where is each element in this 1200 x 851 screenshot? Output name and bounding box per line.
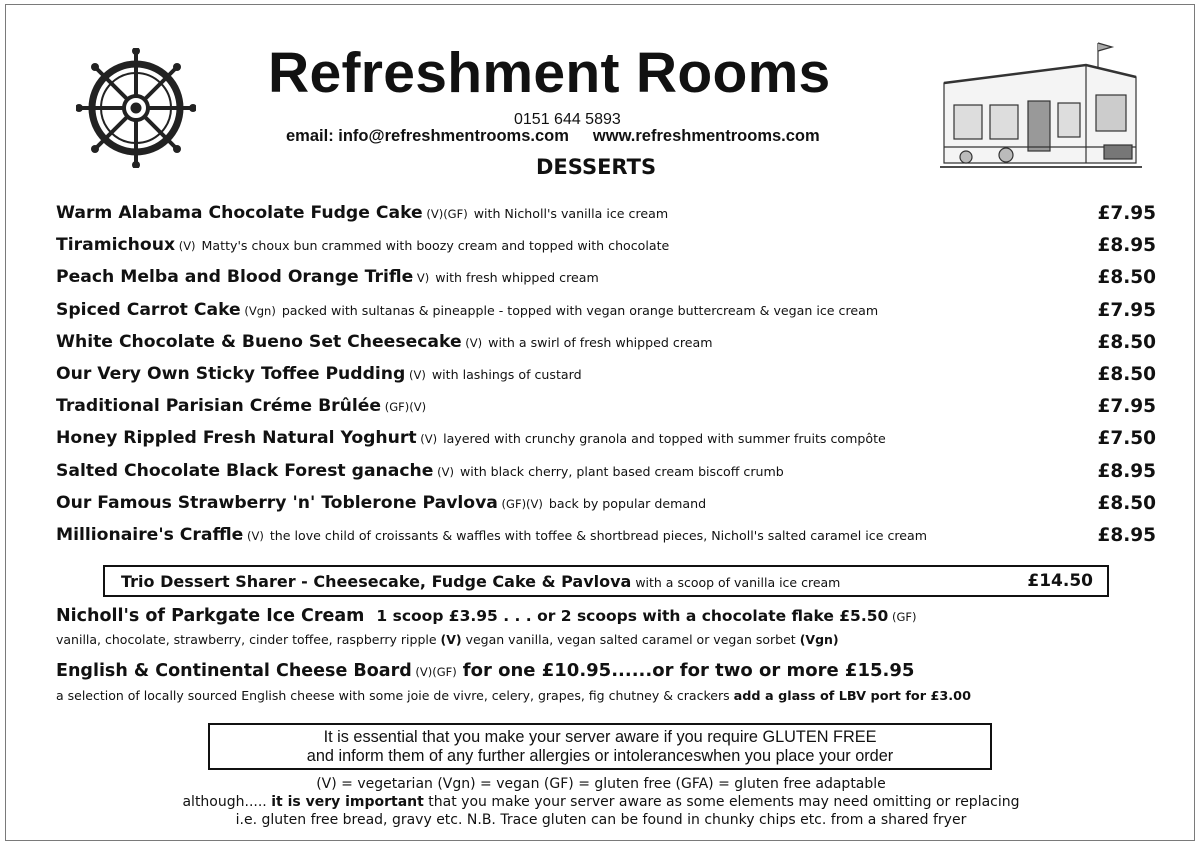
dessert-tags: (V): [405, 367, 426, 382]
flavour-list: vanilla, chocolate, strawberry, cinder toffee, raspberry ripple: [56, 632, 441, 647]
cheese-name: English & Continental Cheese Board: [56, 661, 412, 681]
dessert-tags: (V): [175, 239, 196, 254]
dessert-item: [56, 267, 1156, 299]
dessert-price: £8.95: [1097, 524, 1156, 546]
ice-cream-offer: 1 scoop £3.95 . . . or 2 scoops with a chocolate flake £5.50: [376, 607, 889, 625]
dessert-price: £8.50: [1097, 363, 1156, 385]
dessert-desc: with black cherry, plant based cream biscoff crumb: [459, 463, 784, 479]
dessert-tags: (V): [416, 432, 438, 447]
building-sketch: [936, 35, 1144, 175]
dessert-item: [56, 396, 1156, 428]
restaurant-title: Refreshment Rooms: [268, 41, 831, 105]
ice-cream-tag: (GF): [888, 610, 917, 624]
dessert-tags: (GF)(V): [497, 496, 543, 511]
dessert-name: White Chocolate & Bueno Set Cheesecake: [56, 331, 462, 352]
dessert-name: Warm Alabama Chocolate Fudge Cake: [56, 203, 423, 223]
ship-wheel-icon: [76, 48, 196, 168]
dessert-desc: packed with sultanas & pineapple - topped with vegan orange buttercream & vegan ice cream: [281, 302, 879, 318]
notice-line-2: and inform them of any further allergies or intoleranceswhen you place your order: [306, 747, 894, 765]
dessert-price: £8.95: [1097, 460, 1156, 482]
dessert-item: [56, 203, 1156, 235]
dessert-tags: (Vgn): [240, 303, 276, 318]
dessert-desc: with fresh whipped cream: [435, 270, 599, 286]
dessert-item: [56, 428, 1156, 460]
dessert-desc: Matty's choux bun crammed with boozy cream and topped with chocolate: [201, 238, 670, 254]
dessert-price: £8.50: [1097, 331, 1156, 353]
dessert-name: Tiramichoux: [56, 235, 176, 256]
key-legend: (V) = vegetarian (Vgn) = vegan (GF) = gluten free (GFA) = gluten free adaptable: [316, 776, 886, 792]
dessert-name: Honey Rippled Fresh Natural Yoghurt: [56, 428, 417, 449]
phone-number: 0151 644 5893: [514, 111, 621, 128]
dessert-desc: the love child of croissants & waffles with toffee & shortbread pieces, Nicholl's salted caramel ice cream: [269, 527, 928, 543]
contact-line: [286, 127, 820, 146]
vegan-tag: (Vgn): [799, 632, 839, 647]
dessert-item: [56, 493, 1156, 525]
flavour-tag: (V): [440, 632, 462, 647]
website-link[interactable]: www.refreshmentrooms.com: [592, 127, 820, 145]
dessert-name: Traditional Parisian Créme Brûlée: [56, 396, 382, 417]
allergy-notice: [208, 723, 992, 770]
dessert-desc: back by popular demand: [548, 495, 707, 511]
dessert-price: £8.95: [1097, 235, 1156, 257]
dessert-desc: with Nicholl's vanilla ice cream: [473, 206, 669, 221]
dessert-price: £7.95: [1097, 299, 1156, 321]
cheese-desc-text: a selection of locally sourced English cheese with some joie de vivre, celery, grapes, fig chutney & crackers: [56, 688, 730, 703]
vegan-flavours: vegan vanilla, vegan salted caramel or vegan sorbet: [461, 632, 800, 647]
dessert-tags: V): [413, 271, 430, 286]
dessert-item: [56, 461, 1156, 493]
dessert-list: [56, 203, 1156, 557]
dessert-name: Our Famous Strawberry 'n' Toblerone Pavlova: [56, 492, 498, 513]
dessert-item: [56, 332, 1156, 364]
dessert-price: £7.95: [1097, 396, 1156, 418]
cheese-offer: for one £10.95......or for two or more £15.95: [462, 660, 915, 681]
trio-desc: with a scoop of vanilla ice cream: [631, 575, 841, 590]
dessert-tags: (V)(GF): [422, 207, 468, 221]
menu-page: [5, 4, 1195, 841]
ice-cream-flavours: [56, 632, 839, 647]
key-line-3: i.e. gluten free bread, gravy etc. N.B. Trace gluten can be found in chunky chips etc. from a shared fryer: [235, 812, 967, 828]
dessert-desc: layered with crunchy granola and topped with summer fruits compôte: [443, 431, 886, 447]
trio-name: Trio Dessert Sharer - Cheesecake, Fudge Cake & Pavlova: [121, 572, 632, 591]
trio-price: £14.50: [1027, 571, 1093, 591]
key-line-2: [6, 793, 1196, 811]
key-line-2-start: although.....: [182, 794, 272, 810]
dessert-price: £8.50: [1097, 492, 1156, 514]
section-title: DESSERTS: [536, 155, 657, 179]
dessert-item: [56, 364, 1156, 396]
trio-sharer-box: [103, 565, 1109, 597]
key-line-2-end: that you make your server aware as some elements may need omitting or replacing: [423, 794, 1020, 810]
dessert-name: Spiced Carrot Cake: [56, 299, 241, 320]
cheese-board-heading: [56, 660, 914, 681]
dessert-desc: with lashings of custard: [431, 366, 582, 382]
ice-cream-heading: [56, 606, 916, 626]
dessert-tags: (V): [433, 464, 454, 479]
dessert-tags: (V): [461, 335, 483, 350]
dessert-price: £7.50: [1097, 428, 1156, 450]
dessert-name: Millionaire's Craffle: [56, 524, 244, 545]
cheese-description: [56, 688, 971, 704]
dessert-tags: (GF)(V): [381, 400, 427, 415]
dessert-item: [56, 235, 1156, 267]
ice-cream-name: Nicholl's of Parkgate Ice Cream: [56, 606, 365, 626]
dessert-item: [56, 525, 1156, 557]
notice-line-1: It is essential that you make your server aware if you require GLUTEN FREE: [323, 728, 877, 746]
key-line-2-bold: it is very important: [271, 794, 424, 810]
dessert-desc: with a swirl of fresh whipped cream: [488, 334, 713, 350]
port-offer: add a glass of LBV port for £3.00: [733, 689, 971, 704]
dessert-name: Peach Melba and Blood Orange Trifle: [56, 267, 414, 288]
cheese-tags: (V)(GF): [411, 665, 457, 679]
dessert-price: £7.95: [1097, 203, 1156, 224]
dessert-name: Salted Chocolate Black Forest ganache: [56, 460, 434, 481]
email-link[interactable]: email: info@refreshmentrooms.com: [286, 127, 569, 145]
dessert-item: [56, 300, 1156, 332]
dietary-key: [6, 775, 1196, 829]
dessert-price: £8.50: [1097, 267, 1156, 289]
dessert-name: Our Very Own Sticky Toffee Pudding: [56, 363, 406, 384]
dessert-tags: (V): [243, 528, 264, 543]
